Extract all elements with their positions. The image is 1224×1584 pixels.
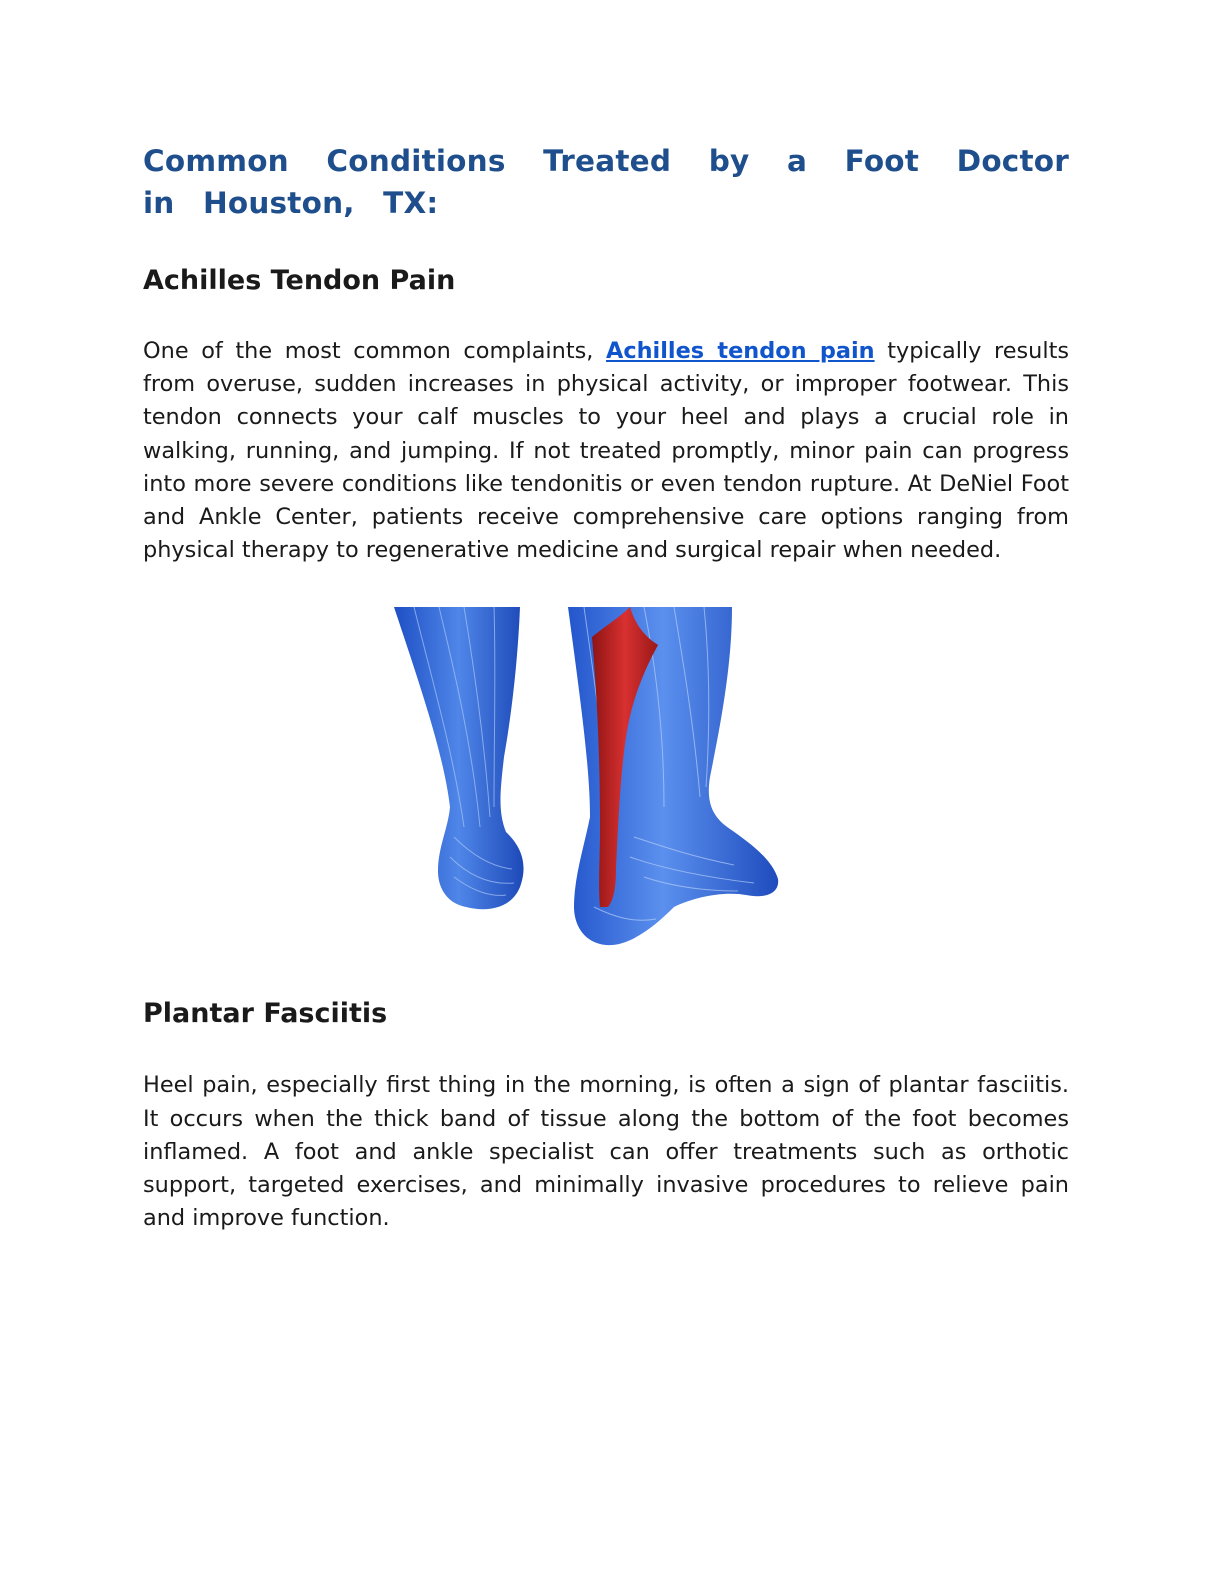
paragraph-achilles-intro: One of the most common complaints, — [143, 338, 606, 364]
paragraph-achilles — [143, 335, 1069, 567]
document-title: Common Conditions Treated by a Foot Doctor in Houston, TX: — [143, 144, 1069, 220]
section-heading-achilles: Achilles Tendon Pain — [143, 265, 456, 296]
legs-anatomy-graphic — [394, 607, 782, 952]
document-page — [143, 140, 1069, 1235]
left-leg-shape — [394, 607, 524, 909]
section-heading-plantar: Plantar Fasciitis — [143, 998, 388, 1030]
paragraph-achilles-body: typically results from overuse, sudden increases in physical activity, or improper footwear. This tendon connects your calf muscles to your heel and plays a crucial role in walking, running, and jumping. If not treated promptly, minor pain can progress into more severe conditions like tendonitis or even tendon rupture. At DeNiel Foot and Ankle Center, patients receive comprehensive care options ranging from physical therapy to regenerative medicine and surgical repair when needed. — [143, 338, 1070, 564]
achilles-tendon-pain-link[interactable]: Achilles tendon pain — [606, 338, 875, 364]
achilles-tendon-illustration — [394, 607, 782, 952]
paragraph-plantar: Heel pain, especially first thing in the morning, is often a sign of plantar fasciitis. It occurs when the thick band of tissue along the bottom of the foot becomes inflamed. A foot and ankle specialist can offer treatments such as orthotic support, targeted exercises, and minimally invasive procedures to relieve pain and improve function. — [143, 1072, 1069, 1232]
